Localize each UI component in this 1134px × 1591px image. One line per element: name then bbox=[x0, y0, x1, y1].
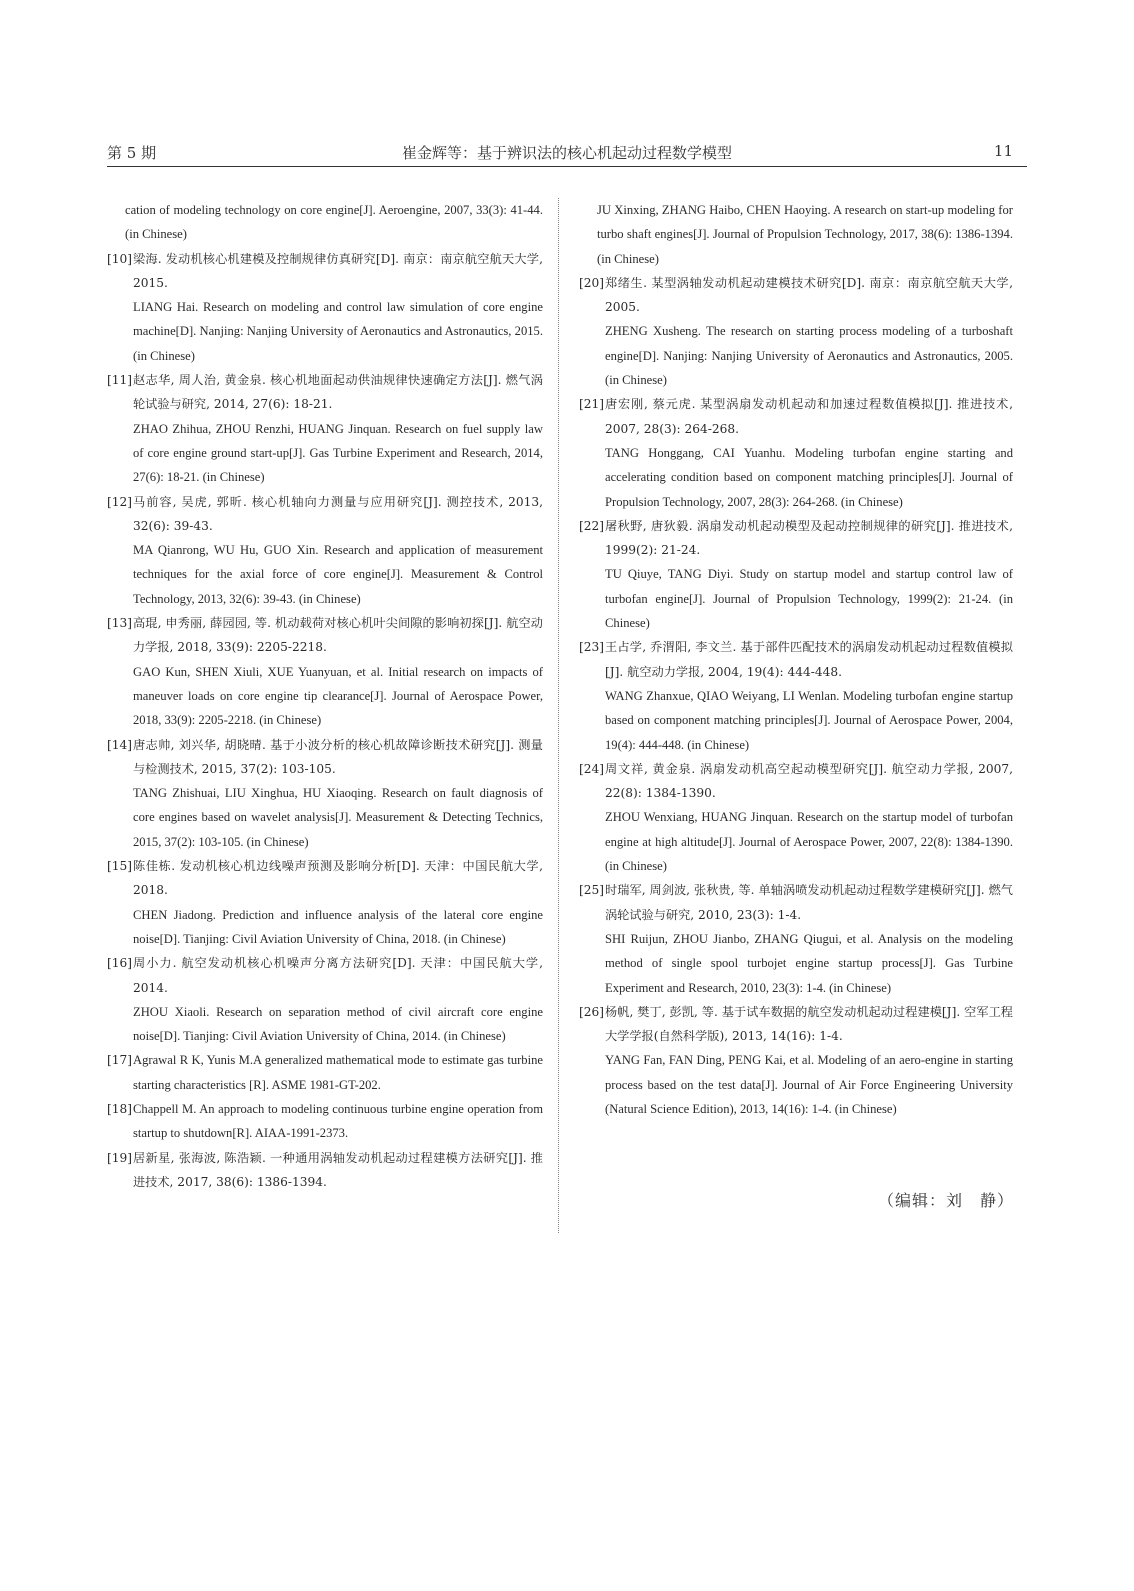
reference-item bbox=[107, 854, 543, 951]
reference-list-right bbox=[579, 271, 1013, 1121]
reference-continuation bbox=[579, 198, 1013, 271]
reference-number: [12] bbox=[107, 494, 133, 509]
reference-number: [21] bbox=[579, 397, 605, 412]
reference-item bbox=[579, 757, 1013, 878]
reference-zh: 赵志华, 周人治, 黄金泉. 核心机地面起动供油规律快速确定方法[J]. 燃气涡轮试验与研究, 2014, 27(6): 18-21. bbox=[133, 373, 543, 412]
reference-number: [22] bbox=[579, 518, 605, 533]
reference-en: ZHENG Xusheng. The research on starting process modeling of a turboshaft engine[D]. Nanjing: Nanjing University of Aeronautics and Astronautics, 2005. (in Chinese) bbox=[605, 324, 1013, 388]
reference-item bbox=[107, 1146, 543, 1195]
running-title: 崔金辉等：基于辨识法的核心机起动过程数学模型 bbox=[401, 144, 732, 162]
reference-item bbox=[107, 611, 543, 732]
reference-item bbox=[107, 247, 543, 368]
reference-number: [16] bbox=[107, 956, 133, 971]
reference-item bbox=[579, 271, 1013, 392]
reference-zh: 唐志帅, 刘兴华, 胡晓晴. 基于小波分析的核心机故障诊断技术研究[J]. 测量与检测技术, 2015, 37(2): 103-105. bbox=[133, 737, 543, 776]
reference-number: [11] bbox=[107, 373, 133, 388]
reference-en: ZHOU Xiaoli. Research on separation method of civil aircraft core engine noise[D]. Tianjing: Civil Aviation University of China, 2014. (in Chinese) bbox=[133, 1004, 543, 1044]
reference-zh: 高琨, 申秀丽, 薛园园, 等. 机动载荷对核心机叶尖间隙的影响初探[J]. 航空动力学报, 2018, 33(9): 2205-2218. bbox=[133, 616, 543, 655]
reference-en: cation of modeling technology on core engine[J]. Aeroengine, 2007, 33(3): 41-44. (in Chinese) bbox=[125, 203, 543, 242]
reference-item bbox=[579, 1000, 1013, 1121]
reference-number: [13] bbox=[107, 616, 133, 631]
reference-item bbox=[107, 368, 543, 489]
reference-en: ZHOU Wenxiang, HUANG Jinquan. Research on the startup model of turbofan engine at high altitude[J]. Journal of Aerospace Power, 2007, 22(8): 1384-1390. (in Chinese) bbox=[605, 810, 1013, 874]
reference-zh: 时瑞军, 周剑波, 张秋贵, 等. 单轴涡喷发动机起动过程数学建模研究[J]. 燃气涡轮试验与研究, 2010, 23(3): 1-4. bbox=[605, 883, 1013, 922]
page-number: 11 bbox=[993, 142, 1013, 160]
reference-number: [15] bbox=[107, 859, 133, 874]
reference-zh: 梁海. 发动机核心机建模及控制规律仿真研究[D]. 南京：南京航空航天大学, 2015. bbox=[133, 251, 543, 290]
reference-continuation bbox=[107, 198, 543, 247]
reference-en: WANG Zhanxue, QIAO Weiyang, LI Wenlan. Modeling turbofan engine startup based on component matching principles[J]. Journal of Aerospace Power, 2004, 19(4): 444-448. (in Chinese) bbox=[605, 688, 1013, 752]
issue-number: 第 5 期 bbox=[107, 144, 157, 162]
reference-zh: 唐宏刚, 蔡元虎. 某型涡扇发动机起动和加速过程数值模拟[J]. 推进技术, 2007, 28(3): 264-268. bbox=[605, 397, 1013, 436]
reference-item bbox=[107, 1048, 543, 1097]
reference-item bbox=[579, 392, 1013, 513]
left-column bbox=[107, 198, 543, 1194]
reference-number: [25] bbox=[579, 883, 605, 898]
reference-item bbox=[107, 951, 543, 1048]
reference-en: ZHAO Zhihua, ZHOU Renzhi, HUANG Jinquan. Research on fuel supply law of core engine ground start-up[J]. Gas Turbine Experiment and Research, 2014, 27(6): 18-21. (in Chinese) bbox=[133, 421, 543, 485]
reference-number: [18] bbox=[107, 1101, 133, 1116]
reference-en: TANG Honggang, CAI Yuanhu. Modeling turbofan engine starting and accelerating condition based on component matching principles[J]. Journal of Propulsion Technology, 2007, 28(3): 264-268. (in Chinese) bbox=[605, 445, 1013, 509]
reference-en: SHI Ruijun, ZHOU Jianbo, ZHANG Qiugui, et al. Analysis on the modeling method of single spool turbojet engine startup process[J]. Gas Turbine Experiment and Research, 2010, 23(3): 1-4. (in Chinese) bbox=[605, 931, 1013, 995]
reference-en: LIANG Hai. Research on modeling and control law simulation of core engine machine[D]. Nanjing: Nanjing University of Aeronautics and Astronautics, 2015. (in Chinese) bbox=[133, 300, 543, 363]
reference-number: [24] bbox=[579, 761, 605, 776]
reference-number: [26] bbox=[579, 1004, 605, 1019]
reference-zh: 马前容, 吴虎, 郭昕. 核心机轴向力测量与应用研究[J]. 测控技术, 2013, 32(6): 39-43. bbox=[133, 494, 543, 533]
reference-item bbox=[107, 1097, 543, 1146]
reference-number: [10] bbox=[107, 251, 133, 266]
reference-number: [14] bbox=[107, 737, 133, 752]
reference-item bbox=[579, 878, 1013, 999]
reference-item bbox=[579, 635, 1013, 756]
reference-en: TU Qiuye, TANG Diyi. Study on startup model and startup control law of turbofan engine[J]. Journal of Propulsion Technology, 1999(2): 21-24. (in Chinese) bbox=[605, 567, 1013, 631]
reference-zh: 屠秋野, 唐狄毅. 涡扇发动机起动模型及起动控制规律的研究[J]. 推进技术, 1999(2): 21-24. bbox=[605, 518, 1013, 558]
reference-en: MA Qianrong, WU Hu, GUO Xin. Research and application of measurement techniques for the axial force of core engine[J]. Measurement & Control Technology, 2013, 32(6): 39-43. (in Chinese) bbox=[133, 543, 543, 606]
reference-zh: 周文祥, 黄金泉. 涡扇发动机高空起动模型研究[J]. 航空动力学报, 2007, 22(8): 1384-1390. bbox=[605, 761, 1013, 801]
reference-zh: 周小力. 航空发动机核心机噪声分离方法研究[D]. 天津：中国民航大学, 2014. bbox=[133, 956, 543, 995]
reference-en: JU Xinxing, ZHANG Haibo, CHEN Haoying. A research on start-up modeling for turbo shaft engines[J]. Journal of Propulsion Technology, 2017, 38(6): 1386-1394. (in Chinese) bbox=[597, 203, 1013, 266]
right-column bbox=[579, 198, 1013, 1121]
editor-credit: （编辑：刘 静） bbox=[877, 1191, 1014, 1210]
reference-en: Agrawal R K, Yunis M.A generalized mathematical mode to estimate gas turbine starting characteristics [R]. ASME 1981-GT-202. bbox=[133, 1053, 543, 1092]
reference-en: CHEN Jiadong. Prediction and influence analysis of the lateral core engine noise[D]. Tianjing: Civil Aviation University of China, 2018. (in Chinese) bbox=[133, 907, 543, 946]
reference-number: [23] bbox=[579, 640, 605, 655]
reference-zh: 居新星, 张海波, 陈浩颖. 一种通用涡轴发动机起动过程建模方法研究[J]. 推进技术, 2017, 38(6): 1386-1394. bbox=[133, 1150, 543, 1189]
reference-zh: 郑绪生. 某型涡轴发动机起动建模技术研究[D]. 南京：南京航空航天大学, 2005. bbox=[605, 275, 1013, 315]
reference-zh: 陈佳栋. 发动机核心机边线噪声预测及影响分析[D]. 天津：中国民航大学, 2018. bbox=[133, 859, 543, 898]
reference-number: [19] bbox=[107, 1150, 133, 1165]
column-divider bbox=[558, 198, 559, 1233]
reference-en: TANG Zhishuai, LIU Xinghua, HU Xiaoqing. Research on fault diagnosis of core engines based on wavelet analysis[J]. Measurement & Detecting Technics, 2015, 37(2): 103-105. (in Chinese) bbox=[133, 786, 543, 849]
reference-number: [20] bbox=[579, 275, 605, 290]
reference-item bbox=[107, 490, 543, 611]
reference-zh: 王占学, 乔渭阳, 李文兰. 基于部件匹配技术的涡扇发动机起动过程数值模拟[J]. 航空动力学报, 2004, 19(4): 444-448. bbox=[605, 640, 1013, 679]
reference-item bbox=[579, 514, 1013, 635]
running-header bbox=[107, 142, 1027, 167]
reference-number: [17] bbox=[107, 1053, 133, 1068]
reference-en: GAO Kun, SHEN Xiuli, XUE Yuanyuan, et al. Initial research on impacts of maneuver loads on core engine tip clearance[J]. Journal of Aerospace Power, 2018, 33(9): 2205-2218. (in Chinese) bbox=[133, 664, 543, 728]
reference-zh: 杨帆, 樊丁, 彭凯, 等. 基于试车数据的航空发动机起动过程建模[J]. 空军工程大学学报(自然科学版), 2013, 14(16): 1-4. bbox=[605, 1004, 1013, 1044]
reference-en: YANG Fan, FAN Ding, PENG Kai, et al. Modeling of an aero-engine in starting process based on the test data[J]. Journal of Air Force Engineering University (Natural Science Edition), 2013, 14(16): 1-4. (in Chinese) bbox=[605, 1053, 1013, 1116]
reference-item bbox=[107, 733, 543, 854]
reference-en: Chappell M. An approach to modeling continuous turbine engine operation from startup to shutdown[R]. AIAA-1991-2373. bbox=[133, 1101, 543, 1141]
reference-list-left bbox=[107, 247, 543, 1195]
